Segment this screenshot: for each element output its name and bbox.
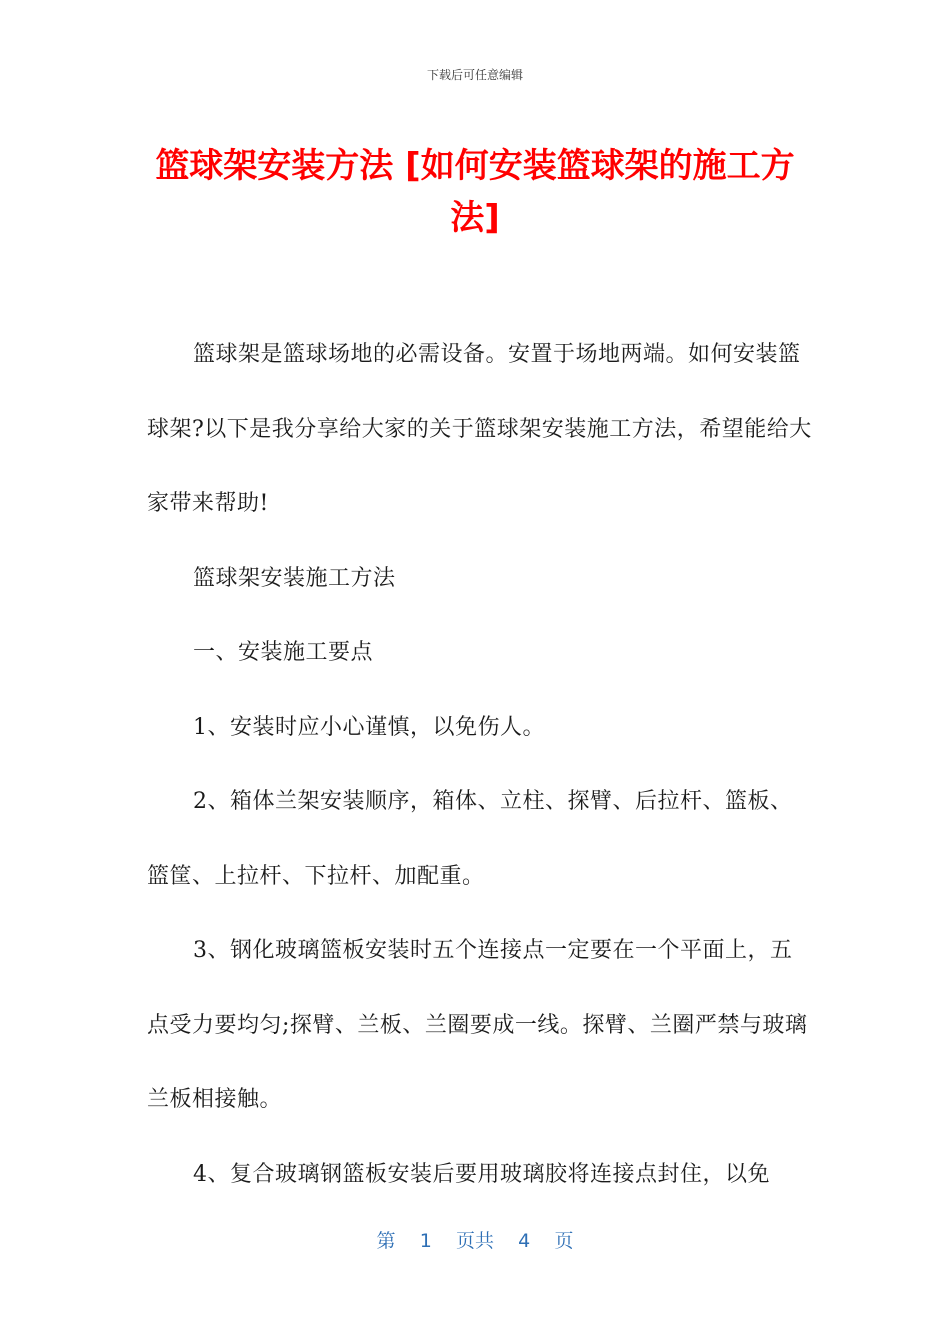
paragraph-point-3: 3、钢化玻璃篮板安装时五个连接点一定要在一个平面上，五点受力要均匀;探臂、兰板、兰圈要成一线。探臂、兰圈严禁与玻璃兰板相接触。 xyxy=(147,938,808,1112)
paragraph-intro: 篮球架是篮球场地的必需设备。安置于场地两端。如何安装篮球架?以下是我分享给大家的关于篮球架安装施工方法，希望能给大家带来帮助! xyxy=(147,342,812,516)
paragraph-point-2: 2、箱体兰架安装顺序，箱体、立柱、探臂、后拉杆、篮板、篮筐、上拉杆、下拉杆、加配重。 xyxy=(147,789,793,889)
footer-total-pages: 4 xyxy=(518,1230,531,1252)
header-note: 下载后可任意编辑 xyxy=(426,68,523,82)
document-title: 篮球架安装方法 [如何安装篮球架的施工方法] xyxy=(155,146,795,238)
page-footer xyxy=(0,1226,950,1253)
footer-suffix: 页 xyxy=(554,1230,574,1252)
footer-middle: 页共 xyxy=(455,1230,494,1252)
footer-prefix: 第 xyxy=(376,1230,396,1252)
paragraph-point-4: 4、复合玻璃钢篮板安装后要用玻璃胶将连接点封住，以免 xyxy=(193,1161,770,1187)
footer-page-number: 1 xyxy=(419,1230,432,1252)
paragraph-subheading: 一、安装施工要点 xyxy=(193,640,374,665)
document-body xyxy=(147,318,812,1212)
paragraph-point-1: 1、安装时应小心谨慎，以免伤人。 xyxy=(193,714,545,740)
paragraph-section-heading: 篮球架安装施工方法 xyxy=(193,565,396,591)
